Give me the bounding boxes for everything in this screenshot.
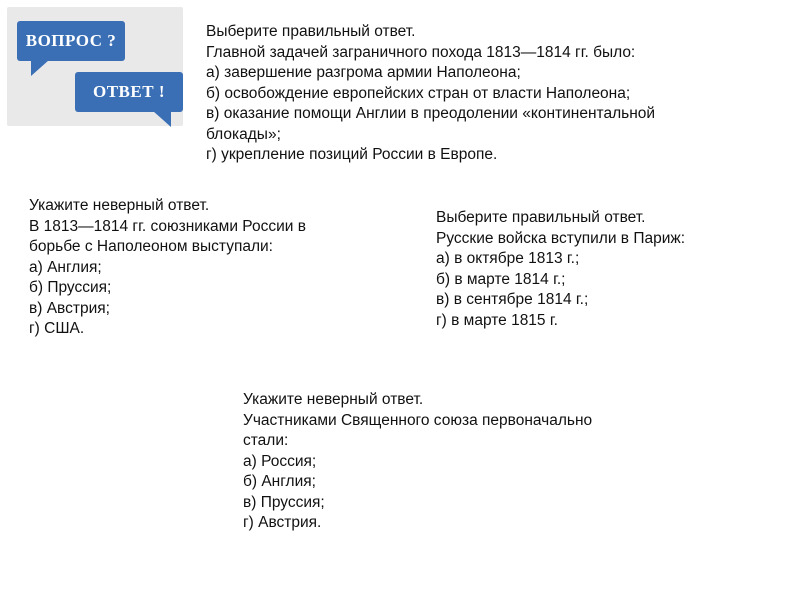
question-4-text-cont: стали:: [243, 432, 289, 449]
question-4-option-d: г) Австрия.: [243, 514, 322, 531]
question-2-option-d: г) США.: [29, 320, 85, 337]
question-4-option-a: а) Россия;: [243, 452, 317, 470]
question-bubble-tail: [31, 60, 49, 76]
question-2-option-c: в) Австрия;: [29, 299, 110, 317]
question-3-instruction: Выберите правильный ответ.: [436, 209, 646, 226]
question-1-option-c-cont: блокады»;: [206, 125, 281, 143]
question-2-option-b: б) Пруссия;: [29, 279, 112, 296]
question-4-text: Участниками Священного союза первоначально: [243, 411, 593, 429]
question-3-option-c: в) в сентябре 1814 г.;: [436, 291, 589, 308]
question-bubble-label: ВОПРОС ?: [25, 31, 117, 50]
question-2-instruction: Укажите неверный ответ.: [29, 197, 210, 214]
question-3-text: Русские войска вступили в Париж:: [436, 229, 686, 247]
question-2-option-a: а) Англия;: [29, 258, 102, 276]
question-2-text-cont: борьбе с Наполеоном выступали:: [29, 238, 273, 255]
question-1-option-d: г) укрепление позиций России в Европе.: [206, 146, 498, 163]
question-3-option-b: б) в марте 1814 г.;: [436, 270, 566, 288]
answer-bubble-tail: [153, 111, 171, 127]
question-1-option-c: в) оказание помощи Англии в преодолении «континентальной: [206, 105, 656, 122]
question-1-instruction: Выберите правильный ответ.: [206, 23, 416, 40]
question-1-text: Главной задачей заграничного похода 1813—1814 гг. было:: [206, 43, 636, 61]
question-1-option-a: а) завершение разгрома армии Наполеона;: [206, 64, 521, 81]
question-block-4: [243, 390, 673, 534]
question-2-text: В 1813—1814 гг. союзниками России в: [29, 217, 306, 235]
question-3-option-a: а) в октябре 1813 г.;: [436, 250, 580, 267]
question-4-option-c: в) Пруссия;: [243, 493, 325, 511]
answer-bubble-label: ОТВЕТ !: [93, 82, 165, 101]
question-bubble: [17, 21, 125, 61]
answer-bubble: [75, 72, 183, 112]
question-4-option-b: б) Англия;: [243, 473, 316, 490]
question-block-2: [29, 196, 374, 340]
question-block-1: [206, 22, 766, 166]
question-4-instruction: Укажите неверный ответ.: [243, 391, 424, 408]
question-1-option-b: б) освобождение европейских стран от власти Наполеона;: [206, 84, 631, 102]
question-block-3: [436, 208, 756, 331]
question-answer-logo: [7, 7, 183, 126]
question-3-option-d: г) в марте 1815 г.: [436, 311, 558, 329]
